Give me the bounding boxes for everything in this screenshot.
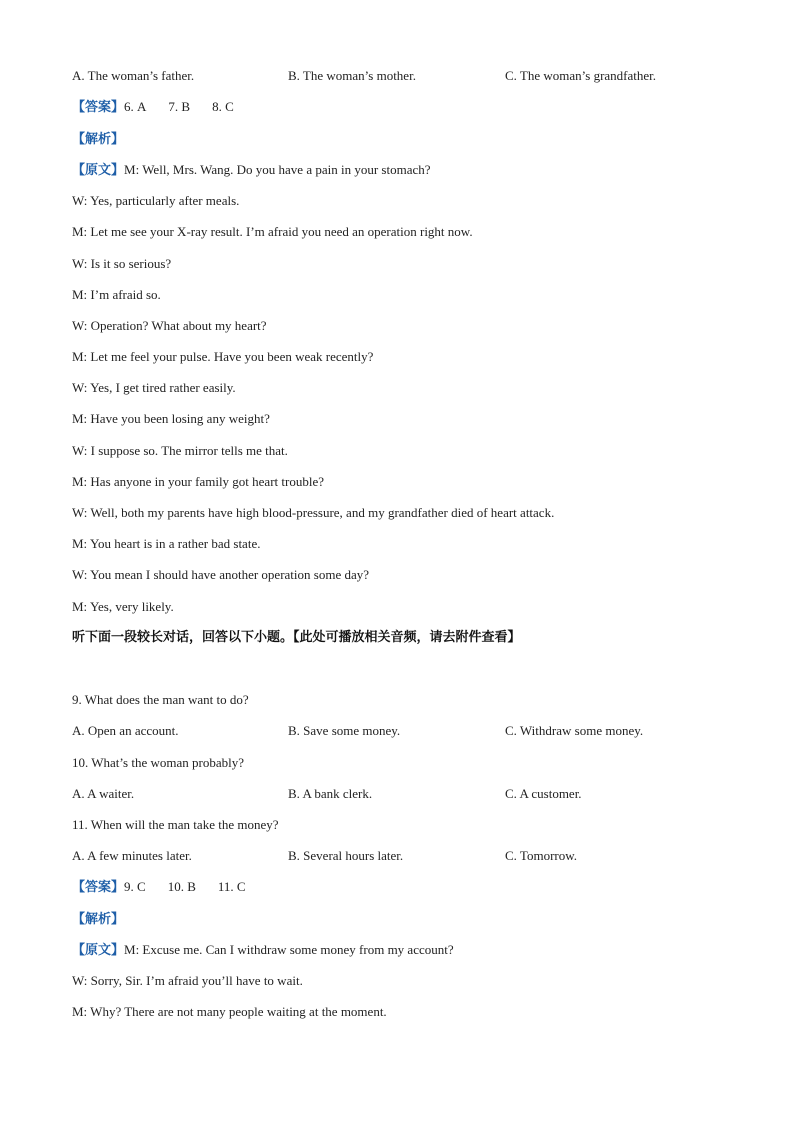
analysis-heading-1	[72, 131, 124, 148]
answer-tag: 【答案】	[72, 100, 125, 115]
answer-item: 10. B	[167, 879, 196, 894]
dialogue-text: M: Well, Mrs. Wang. Do you have a pain in your stomach?	[124, 162, 431, 177]
dialogue-line: M: I’m afraid so.	[72, 287, 161, 302]
answer-item: 11. C	[217, 879, 246, 894]
answer-item: 8. C	[212, 99, 234, 114]
dialogue-line: M: You heart is in a rather bad state.	[72, 536, 261, 551]
option-b: B. The woman’s mother.	[288, 68, 416, 83]
answer-item: 6. A	[124, 99, 147, 114]
analysis-tag: 【解析】	[72, 132, 125, 147]
dialogue-line: W: Yes, I get tired rather easily.	[72, 380, 236, 395]
dialogue-line	[72, 942, 454, 959]
answer-item: 9. C	[124, 879, 146, 894]
option-a: A. Open an account.	[72, 723, 179, 738]
dialogue-line	[72, 162, 431, 179]
dialogue-line: M: Has anyone in your family got heart trouble?	[72, 474, 324, 489]
question-stem: 9. What does the man want to do?	[72, 692, 249, 707]
option-b: B. Several hours later.	[288, 848, 404, 863]
answer-tag: 【答案】	[72, 880, 125, 895]
dialogue-line: W: Is it so serious?	[72, 256, 172, 271]
option-b: B. Save some money.	[288, 723, 401, 738]
dialogue-line: M: Let me see your X-ray result. I’m afraid you need an operation right now.	[72, 224, 473, 239]
dialogue-line: M: Have you been losing any weight?	[72, 411, 270, 426]
answer-line-2	[72, 879, 268, 896]
dialogue-line: W: Sorry, Sir. I’m afraid you’ll have to wait.	[72, 973, 303, 988]
option-c: C. A customer.	[505, 786, 582, 801]
dialogue-line: W: Yes, particularly after meals.	[72, 193, 240, 208]
option-c: C. Tomorrow.	[505, 848, 578, 863]
dialogue-line: M: Yes, very likely.	[72, 599, 174, 614]
question-stem: 11. When will the man take the money?	[72, 817, 279, 832]
analysis-heading-2	[72, 911, 124, 928]
option-a: A. The woman’s father.	[72, 68, 195, 83]
answer-item: 7. B	[168, 99, 191, 114]
dialogue-line: W: I suppose so. The mirror tells me that.	[72, 443, 288, 458]
option-b: B. A bank clerk.	[288, 786, 373, 801]
dialogue-line: M: Why? There are not many people waiting at the moment.	[72, 1004, 387, 1019]
question-stem: 10. What’s the woman probably?	[72, 755, 244, 770]
answer-line-1	[72, 99, 256, 116]
option-c: C. Withdraw some money.	[505, 723, 644, 738]
dialogue-text: M: Excuse me. Can I withdraw some money from my account?	[124, 942, 454, 957]
option-a: A. A waiter.	[72, 786, 135, 801]
option-c: C. The woman’s grandfather.	[505, 68, 657, 83]
original-tag: 【原文】	[72, 163, 125, 178]
analysis-tag: 【解析】	[72, 912, 125, 927]
listening-instruction: 听下面一段较长对话，回答以下小题。【此处可播放相关音频，请去附件查看】	[72, 630, 521, 645]
dialogue-line: M: Let me feel your pulse. Have you been weak recently?	[72, 349, 374, 364]
dialogue-line: W: You mean I should have another operation some day?	[72, 567, 370, 582]
original-tag: 【原文】	[72, 943, 125, 958]
option-a: A. A few minutes later.	[72, 848, 192, 863]
dialogue-line: W: Operation? What about my heart?	[72, 318, 267, 333]
dialogue-line: W: Well, both my parents have high blood-pressure, and my grandfather died of heart attack.	[72, 505, 555, 520]
